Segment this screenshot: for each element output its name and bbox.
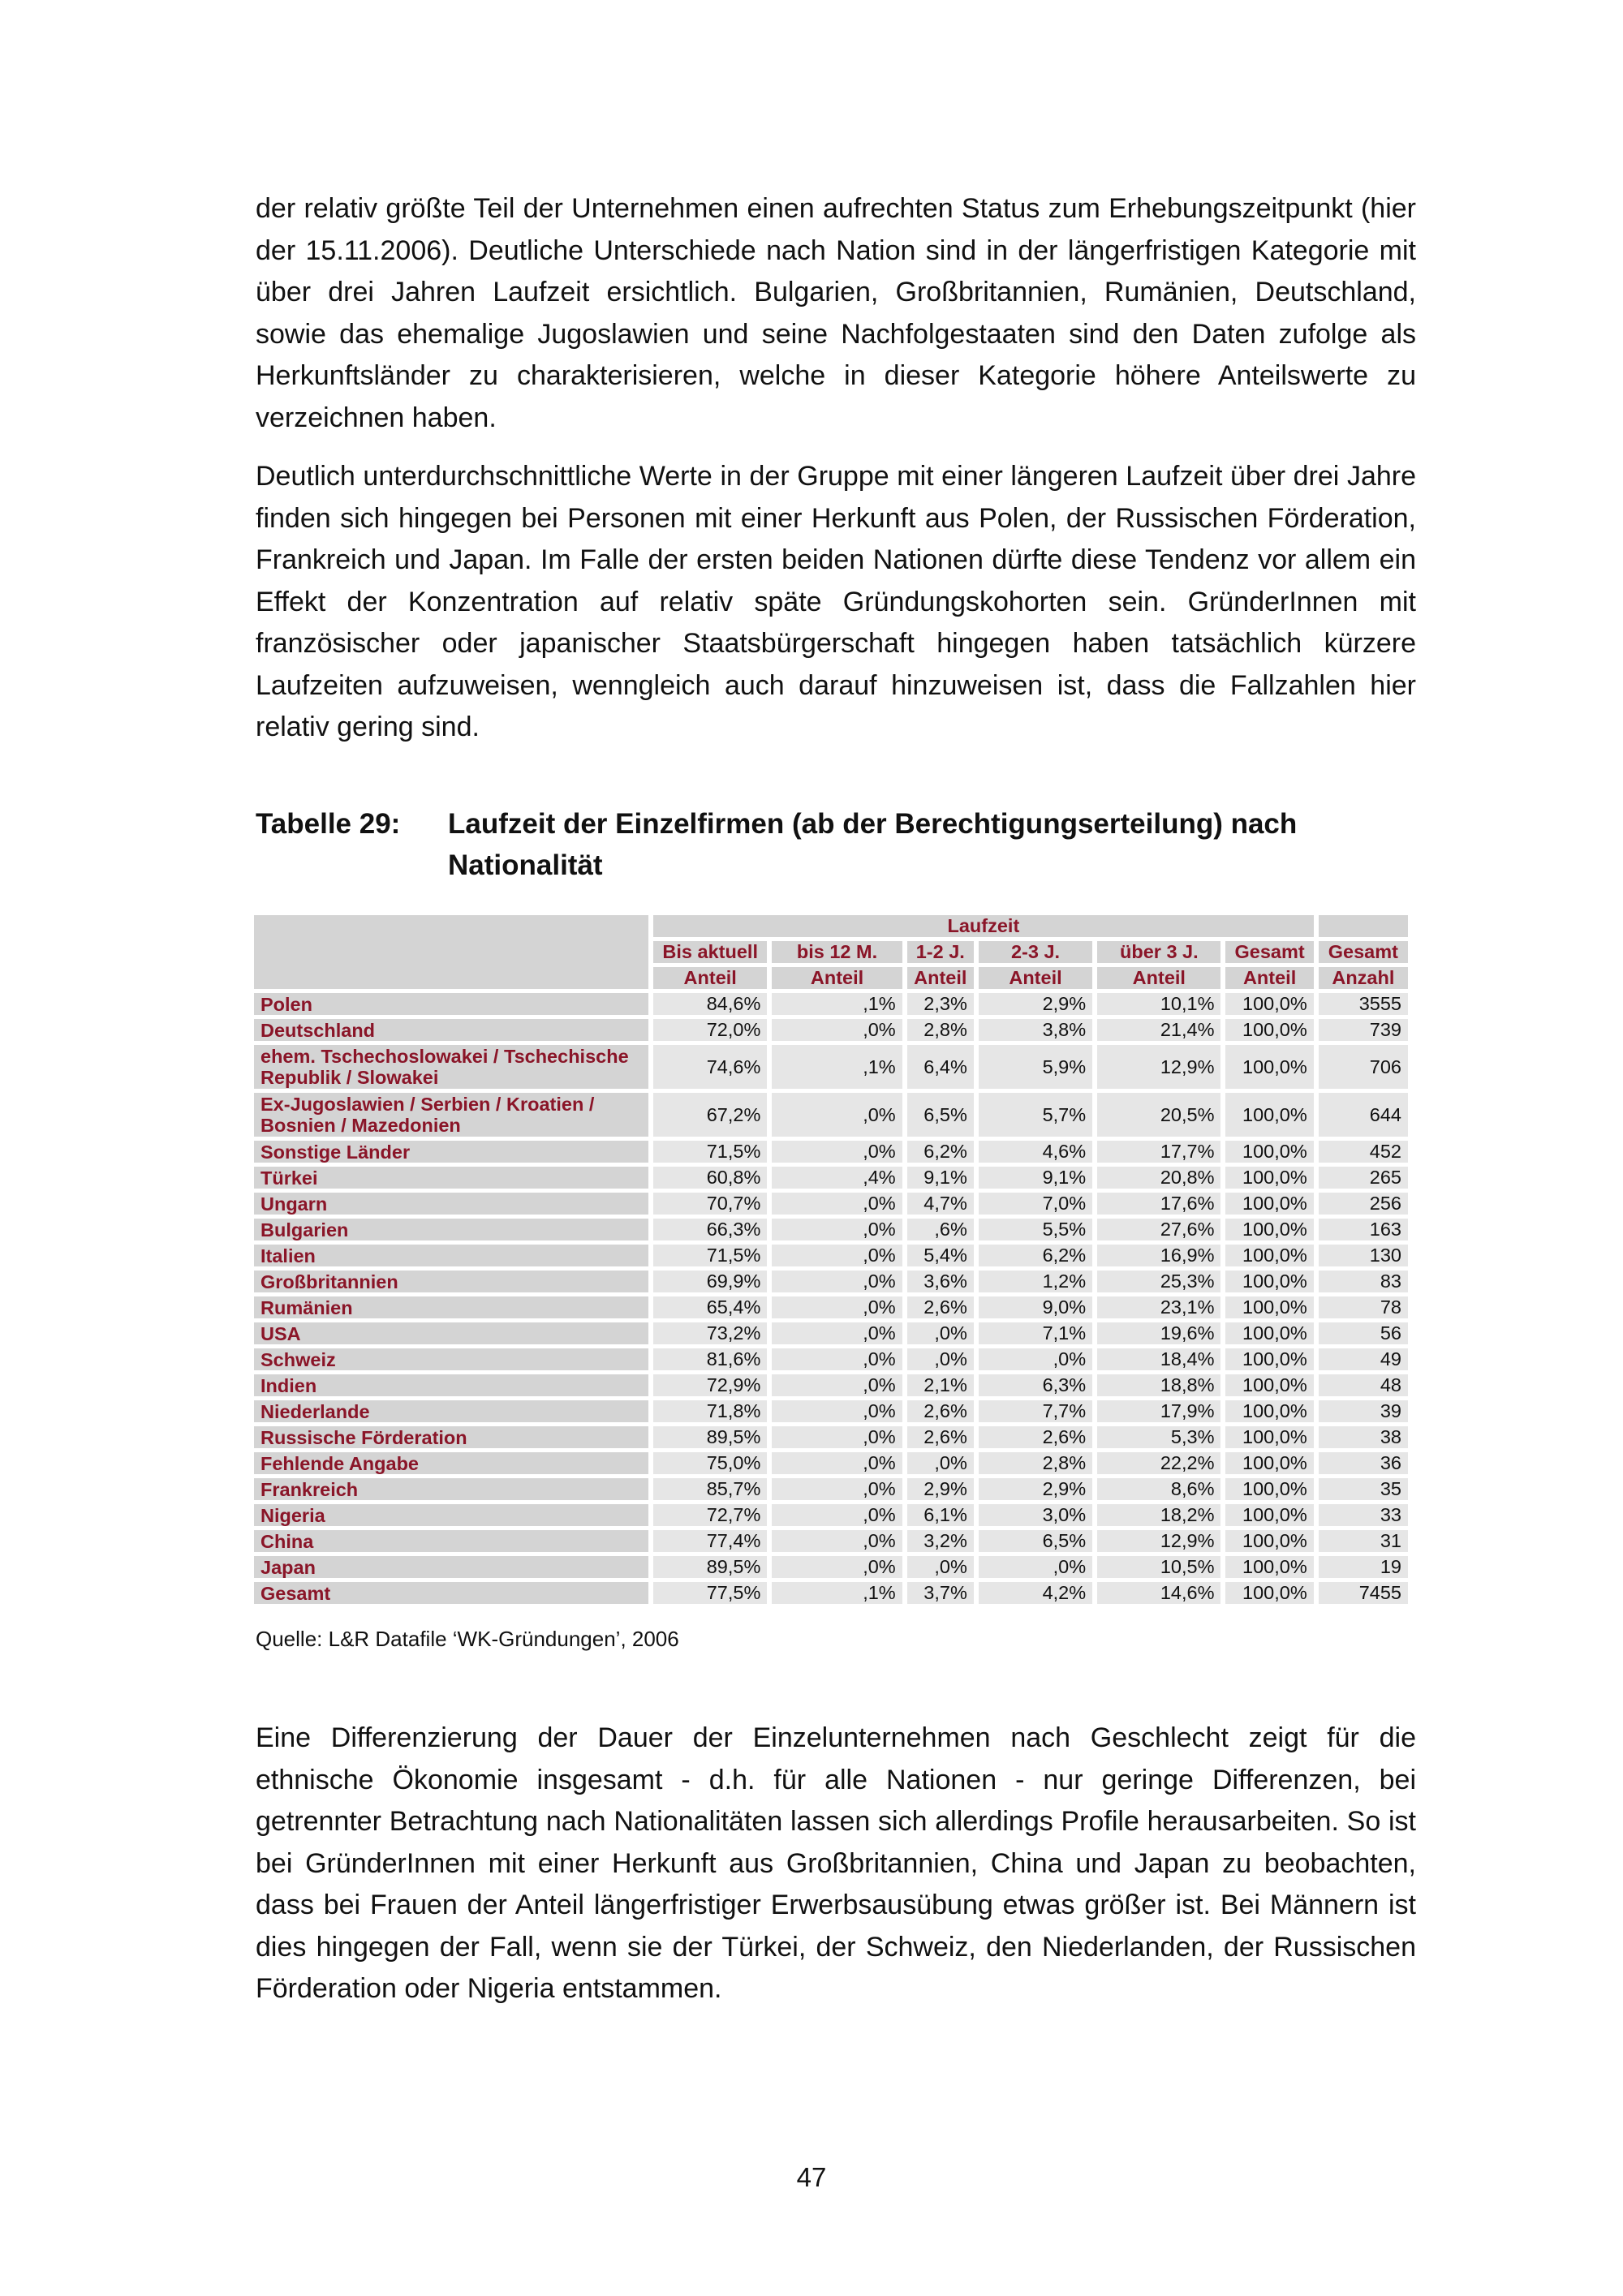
table-cell: 74,6% xyxy=(653,1045,767,1089)
table-cell: ,0% xyxy=(979,1556,1092,1578)
table-cell: 78 xyxy=(1319,1296,1408,1318)
row-label: Italien xyxy=(254,1245,648,1266)
table-cell: ,0% xyxy=(772,1478,902,1500)
col-subheader: Anteil xyxy=(979,967,1092,989)
table-cell: 49 xyxy=(1319,1348,1408,1370)
data-table xyxy=(249,911,1413,1608)
table-cell: 71,5% xyxy=(653,1141,767,1163)
col-subheader: Anzahl xyxy=(1319,967,1408,989)
table-cell: 72,7% xyxy=(653,1504,767,1526)
table-cell: ,0% xyxy=(979,1348,1092,1370)
table-cell: 72,9% xyxy=(653,1374,767,1396)
table-cell: 14,6% xyxy=(1097,1582,1220,1604)
table-cell: ,0% xyxy=(772,1452,902,1474)
table-cell: 39 xyxy=(1319,1400,1408,1422)
table-cell: 100,0% xyxy=(1225,1400,1313,1422)
table-row xyxy=(254,1478,1408,1500)
table-row xyxy=(254,1400,1408,1422)
row-label: Deutschland xyxy=(254,1019,648,1041)
table-cell: 644 xyxy=(1319,1093,1408,1137)
row-label: Russische Förderation xyxy=(254,1426,648,1448)
table-cell: 100,0% xyxy=(1225,1374,1313,1396)
table-cell: 35 xyxy=(1319,1478,1408,1500)
table-cell: 17,9% xyxy=(1097,1400,1220,1422)
table-cell: 71,5% xyxy=(653,1245,767,1266)
table-cell: 18,4% xyxy=(1097,1348,1220,1370)
table-row xyxy=(254,1093,1408,1137)
table-cell: 2,8% xyxy=(979,1452,1092,1474)
table-cell: 4,6% xyxy=(979,1141,1092,1163)
col-subheader: Anteil xyxy=(653,967,767,989)
table-cell: 100,0% xyxy=(1225,993,1313,1015)
table-cell: 23,1% xyxy=(1097,1296,1220,1318)
table-cell: 85,7% xyxy=(653,1478,767,1500)
table-cell: 6,2% xyxy=(907,1141,974,1163)
col-header: Gesamt xyxy=(1319,941,1408,963)
table-cell: 100,0% xyxy=(1225,1582,1313,1604)
row-label: Rumänien xyxy=(254,1296,648,1318)
table-row xyxy=(254,993,1408,1015)
table-cell: ,1% xyxy=(772,993,902,1015)
table-row xyxy=(254,1141,1408,1163)
row-label: China xyxy=(254,1530,648,1552)
col-subheader: Anteil xyxy=(1097,967,1220,989)
table-cell: 100,0% xyxy=(1225,1478,1313,1500)
table-cell: ,0% xyxy=(772,1400,902,1422)
table-cell: 8,6% xyxy=(1097,1478,1220,1500)
row-label: Indien xyxy=(254,1374,648,1396)
table-cell: 6,5% xyxy=(979,1530,1092,1552)
row-label: Schweiz xyxy=(254,1348,648,1370)
table-row xyxy=(254,1530,1408,1552)
table-cell: ,0% xyxy=(772,1556,902,1578)
table-row xyxy=(254,1019,1408,1041)
table-row xyxy=(254,1348,1408,1370)
table-cell: 17,6% xyxy=(1097,1193,1220,1215)
table-cell: 130 xyxy=(1319,1245,1408,1266)
table-cell: 89,5% xyxy=(653,1556,767,1578)
table-cell: 21,4% xyxy=(1097,1019,1220,1041)
table-number: Tabelle 29: xyxy=(256,808,401,840)
table-cell: 60,8% xyxy=(653,1167,767,1189)
table-cell: 6,3% xyxy=(979,1374,1092,1396)
table-cell: 265 xyxy=(1319,1167,1408,1189)
table-cell: 3555 xyxy=(1319,993,1408,1015)
table-cell: 100,0% xyxy=(1225,1167,1313,1189)
row-label: Gesamt xyxy=(254,1582,648,1604)
table-cell: 6,4% xyxy=(907,1045,974,1089)
table-cell: ,0% xyxy=(907,1556,974,1578)
table-row xyxy=(254,1582,1408,1604)
table-cell: 18,8% xyxy=(1097,1374,1220,1396)
table-cell: 81,6% xyxy=(653,1348,767,1370)
col-header: 2-3 J. xyxy=(979,941,1092,963)
table-cell: ,0% xyxy=(772,1348,902,1370)
col-header: 1-2 J. xyxy=(907,941,974,963)
col-subheader: Anteil xyxy=(772,967,902,989)
table-cell: 2,9% xyxy=(907,1478,974,1500)
table-cell: 7,7% xyxy=(979,1400,1092,1422)
body-paragraph-2: Deutlich unterdurchschnittliche Werte in der Gruppe mit einer längeren Laufzeit über drei Jahre finden sich hingegen bei Personen mit einer Herkunft aus Polen, der Russischen Förderation, Frankreich und Japan. Im Falle der ersten beiden Nationen dürfte diese Tendenz vor allem ein Effekt der Konzentration auf relativ späte Gründungskohorten sein. GründerInnen mit französischer oder japanischer Staatsbürgerschaft hingegen haben tatsächlich kürzere Laufzeiten aufzuweisen, wenngleich auch darauf hinzuweisen ist, dass die Fallzahlen hier relativ gering sind. xyxy=(256,461,1416,742)
table-cell: ,0% xyxy=(772,1374,902,1396)
table-cell: 31 xyxy=(1319,1530,1408,1552)
header-row-group xyxy=(254,915,1408,937)
col-subheader: Anteil xyxy=(907,967,974,989)
table-cell: 18,2% xyxy=(1097,1504,1220,1526)
table-row xyxy=(254,1426,1408,1448)
table-cell: 2,6% xyxy=(907,1400,974,1422)
table-cell: 65,4% xyxy=(653,1296,767,1318)
table-cell: 77,4% xyxy=(653,1530,767,1552)
table-cell: 452 xyxy=(1319,1141,1408,1163)
row-label: Sonstige Länder xyxy=(254,1141,648,1163)
row-label: ehem. Tschechoslowakei / Tschechische Republik / Slowakei xyxy=(254,1045,648,1089)
table-cell: 9,1% xyxy=(907,1167,974,1189)
table-body xyxy=(254,993,1408,1604)
col-header: bis 12 M. xyxy=(772,941,902,963)
table-cell: 3,7% xyxy=(907,1582,974,1604)
table-row xyxy=(254,1556,1408,1578)
table-cell: 706 xyxy=(1319,1045,1408,1089)
table-cell: ,0% xyxy=(907,1348,974,1370)
table-cell: 38 xyxy=(1319,1426,1408,1448)
col-header: Gesamt xyxy=(1225,941,1313,963)
table-cell: ,0% xyxy=(772,1322,902,1344)
row-label: Fehlende Angabe xyxy=(254,1452,648,1474)
table-row xyxy=(254,1167,1408,1189)
table-cell: 7455 xyxy=(1319,1582,1408,1604)
row-label: Bulgarien xyxy=(254,1219,648,1240)
table-cell: 56 xyxy=(1319,1322,1408,1344)
table-cell: 2,6% xyxy=(907,1296,974,1318)
row-label: Niederlande xyxy=(254,1400,648,1422)
table-cell: 100,0% xyxy=(1225,1019,1313,1041)
row-label: Ex-Jugoslawien / Serbien / Kroatien / Bosnien / Mazedonien xyxy=(254,1093,648,1137)
table-cell: ,1% xyxy=(772,1582,902,1604)
table-cell: 100,0% xyxy=(1225,1193,1313,1215)
table-cell: ,0% xyxy=(772,1019,902,1041)
table-cell: ,0% xyxy=(772,1296,902,1318)
table-cell: 100,0% xyxy=(1225,1530,1313,1552)
table-cell: 12,9% xyxy=(1097,1530,1220,1552)
body-paragraph-3: Eine Differenzierung der Dauer der Einzelunternehmen nach Geschlecht zeigt für die ethnische Ökonomie insgesamt - d.h. für alle Nationen - nur geringe Differenzen, bei getrennter Betrachtung nach Nationalitäten lassen sich allerdings Profile herausarbeiten. So ist bei GründerInnen mit einer Herkunft aus Großbritannien, China und Japan zu beobachten, dass bei Frauen der Anteil längerfristiger Erwerbsausübung etwas größer ist. Bei Männern ist dies hingegen der Fall, wenn sie der Türkei, der Schweiz, den Niederlanden, der Russischen Förderation oder Nigeria entstammen. xyxy=(256,1722,1416,2004)
table-cell: 33 xyxy=(1319,1504,1408,1526)
row-label: Großbritannien xyxy=(254,1271,648,1292)
table-cell: 20,5% xyxy=(1097,1093,1220,1137)
table-cell: 73,2% xyxy=(653,1322,767,1344)
table-cell: 48 xyxy=(1319,1374,1408,1396)
table-cell: 2,1% xyxy=(907,1374,974,1396)
table-cell: ,0% xyxy=(907,1322,974,1344)
row-label: Nigeria xyxy=(254,1504,648,1526)
table-row xyxy=(254,1504,1408,1526)
table-cell: 17,7% xyxy=(1097,1141,1220,1163)
table-cell: 84,6% xyxy=(653,993,767,1015)
table-cell: 75,0% xyxy=(653,1452,767,1474)
table-cell: 70,7% xyxy=(653,1193,767,1215)
row-label: Ungarn xyxy=(254,1193,648,1215)
table-cell: 77,5% xyxy=(653,1582,767,1604)
table-cell: 6,5% xyxy=(907,1093,974,1137)
table-cell: 67,2% xyxy=(653,1093,767,1137)
group-header-laufzeit: Laufzeit xyxy=(653,915,1314,937)
col-header: über 3 J. xyxy=(1097,941,1220,963)
table-cell: 2,8% xyxy=(907,1019,974,1041)
table-cell: ,0% xyxy=(772,1193,902,1215)
header-blank-cell-right xyxy=(1319,915,1408,937)
table-cell: ,0% xyxy=(772,1219,902,1240)
table-row xyxy=(254,1452,1408,1474)
source-note: Quelle: L&R Datafile ‘WK-Gründungen’, 2006 xyxy=(256,1627,679,1651)
table-cell: 19 xyxy=(1319,1556,1408,1578)
row-label: Japan xyxy=(254,1556,648,1578)
table-cell: 5,7% xyxy=(979,1093,1092,1137)
table-cell: ,0% xyxy=(772,1426,902,1448)
table-cell: ,0% xyxy=(772,1271,902,1292)
table-cell: 5,5% xyxy=(979,1219,1092,1240)
table-cell: 739 xyxy=(1319,1019,1408,1041)
table-cell: 100,0% xyxy=(1225,1141,1313,1163)
table-cell: 100,0% xyxy=(1225,1556,1313,1578)
page-number: 47 xyxy=(796,2162,827,2192)
table-cell: 100,0% xyxy=(1225,1045,1313,1089)
table-cell: 2,9% xyxy=(979,993,1092,1015)
table-cell: 2,6% xyxy=(907,1426,974,1448)
col-header: Bis aktuell xyxy=(653,941,767,963)
table-cell: ,0% xyxy=(772,1530,902,1552)
table-cell: 10,1% xyxy=(1097,993,1220,1015)
table-cell: 83 xyxy=(1319,1271,1408,1292)
table-cell: 7,0% xyxy=(979,1193,1092,1215)
table-cell: 163 xyxy=(1319,1219,1408,1240)
table-row xyxy=(254,1193,1408,1215)
table-cell: 1,2% xyxy=(979,1271,1092,1292)
table-row xyxy=(254,1296,1408,1318)
table-cell: 3,8% xyxy=(979,1019,1092,1041)
table-cell: 100,0% xyxy=(1225,1348,1313,1370)
table-cell: 4,7% xyxy=(907,1193,974,1215)
row-label: USA xyxy=(254,1322,648,1344)
table-row xyxy=(254,1271,1408,1292)
table-cell: 19,6% xyxy=(1097,1322,1220,1344)
table-cell: 6,2% xyxy=(979,1245,1092,1266)
table-cell: 100,0% xyxy=(1225,1245,1313,1266)
table-row xyxy=(254,1245,1408,1266)
table-cell: 71,8% xyxy=(653,1400,767,1422)
table-row xyxy=(254,1219,1408,1240)
table-row xyxy=(254,1322,1408,1344)
table-cell: 36 xyxy=(1319,1452,1408,1474)
table-cell: 22,2% xyxy=(1097,1452,1220,1474)
table-cell: ,0% xyxy=(772,1504,902,1526)
body-paragraph-1: der relativ größte Teil der Unternehmen einen aufrechten Status zum Erhebungszeitpunkt (hier der 15.11.2006). Deutliche Unterschiede nach Nation sind in der längerfristigen Kategorie mit über drei Jahren Laufzeit ersichtlich. Bulgarien, Großbritannien, Rumänien, Deutschland, sowie das ehemalige Jugoslawien und seine Nachfolgestaaten sind den Daten zufolge als Herkunftsländer zu charakterisieren, welche in dieser Kategorie höhere Anteilswerte zu verzeichnen haben. xyxy=(256,193,1416,433)
row-label: Polen xyxy=(254,993,648,1015)
table-cell: 100,0% xyxy=(1225,1426,1313,1448)
table-cell: 9,0% xyxy=(979,1296,1092,1318)
col-subheader: Anteil xyxy=(1225,967,1313,989)
table-cell: 3,2% xyxy=(907,1530,974,1552)
table-cell: 6,1% xyxy=(907,1504,974,1526)
table-title: Laufzeit der Einzelfirmen (ab der Berechtigungserteilung) nach Nationalität xyxy=(448,808,1298,881)
table-cell: ,6% xyxy=(907,1219,974,1240)
table-cell: ,0% xyxy=(772,1245,902,1266)
row-label: Türkei xyxy=(254,1167,648,1189)
table-cell: 27,6% xyxy=(1097,1219,1220,1240)
table-row xyxy=(254,1374,1408,1396)
table-cell: 100,0% xyxy=(1225,1504,1313,1526)
table-cell: 2,9% xyxy=(979,1478,1092,1500)
table-cell: 16,9% xyxy=(1097,1245,1220,1266)
table-cell: 100,0% xyxy=(1225,1093,1313,1137)
table-cell: 100,0% xyxy=(1225,1271,1313,1292)
header-blank-cell xyxy=(254,915,648,989)
table-row xyxy=(254,1045,1408,1089)
table-cell: ,0% xyxy=(907,1452,974,1474)
table-cell: 72,0% xyxy=(653,1019,767,1041)
table-cell: 69,9% xyxy=(653,1271,767,1292)
table-cell: 7,1% xyxy=(979,1322,1092,1344)
table-cell: ,1% xyxy=(772,1045,902,1089)
table-cell: 89,5% xyxy=(653,1426,767,1448)
table-cell: 100,0% xyxy=(1225,1452,1313,1474)
table-cell: 12,9% xyxy=(1097,1045,1220,1089)
table-caption xyxy=(256,803,1416,886)
table-cell: 2,6% xyxy=(979,1426,1092,1448)
table-cell: ,0% xyxy=(772,1141,902,1163)
table-cell: 66,3% xyxy=(653,1219,767,1240)
table-cell: 256 xyxy=(1319,1193,1408,1215)
table-cell: 3,6% xyxy=(907,1271,974,1292)
row-label: Frankreich xyxy=(254,1478,648,1500)
table-cell: 2,3% xyxy=(907,993,974,1015)
table-cell: 5,3% xyxy=(1097,1426,1220,1448)
table-cell: ,0% xyxy=(772,1093,902,1137)
table-cell: 10,5% xyxy=(1097,1556,1220,1578)
table-cell: 3,0% xyxy=(979,1504,1092,1526)
table-cell: 4,2% xyxy=(979,1582,1092,1604)
table-cell: 5,4% xyxy=(907,1245,974,1266)
table-cell: 20,8% xyxy=(1097,1167,1220,1189)
table-cell: 100,0% xyxy=(1225,1322,1313,1344)
table-cell: 25,3% xyxy=(1097,1271,1220,1292)
table-cell: 100,0% xyxy=(1225,1296,1313,1318)
table-cell: 5,9% xyxy=(979,1045,1092,1089)
table-cell: ,4% xyxy=(772,1167,902,1189)
table-cell: 9,1% xyxy=(979,1167,1092,1189)
table-cell: 100,0% xyxy=(1225,1219,1313,1240)
